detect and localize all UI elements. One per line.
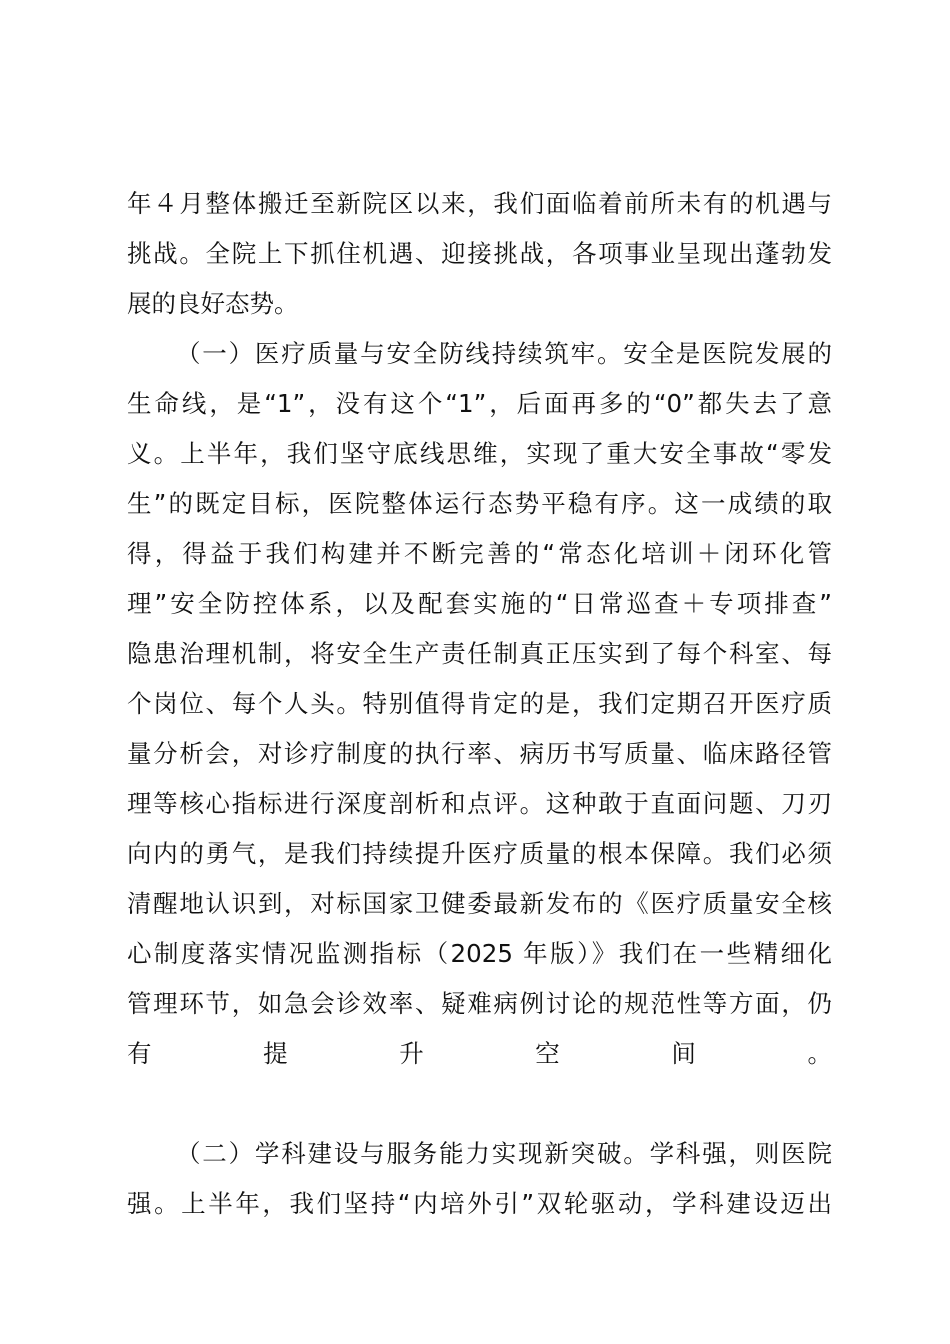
text-line: 理等核心指标进行深度剖析和点评。这种敢于直面问题、刀刃	[127, 789, 832, 818]
text-line: （二）学科建设与服务能力实现新突破。学科强，则医院	[176, 1139, 832, 1168]
text-line: 清醒地认识到，对标国家卫健委最新发布的《医疗质量安全核	[127, 889, 832, 918]
text-line: 展的良好态势。	[127, 289, 299, 318]
text-line: 管理环节，如急会诊效率、疑难病例讨论的规范性等方面，仍	[127, 989, 832, 1018]
paragraph-discipline-building	[127, 1129, 832, 1229]
text-line: 得，得益于我们构建并不断完善的“常态化培训＋闭环化管	[127, 539, 832, 568]
text-line: 义。上半年，我们坚守底线思维，实现了重大安全事故“零发	[127, 439, 832, 468]
paragraph-medical-quality	[127, 329, 832, 1129]
text-line: 年４月整体搬迁至新院区以来，我们面临着前所未有的机遇与	[127, 189, 832, 218]
text-line: 有提升空间。	[127, 1039, 832, 1068]
text-line: 生”的既定目标，医院整体运行态势平稳有序。这一成绩的取	[127, 489, 832, 518]
text-line: 挑战。全院上下抓住机遇、迎接挑战，各项事业呈现出蓬勃发	[127, 239, 832, 268]
text-line	[127, 1079, 832, 1129]
text-line: 量分析会，对诊疗制度的执行率、病历书写质量、临床路径管	[127, 739, 832, 768]
body-text	[127, 179, 832, 1229]
text-line: 隐患治理机制，将安全生产责任制真正压实到了每个科室、每	[127, 639, 832, 668]
text-line: 理”安全防控体系，以及配套实施的“日常巡查＋专项排查”	[127, 589, 832, 618]
text-line: 向内的勇气，是我们持续提升医疗质量的根本保障。我们必须	[127, 839, 832, 868]
text-line: 强。上半年，我们坚持“内培外引”双轮驱动，学科建设迈出	[127, 1189, 832, 1218]
text-line: 心制度落实情况监测指标（2025 年版）》我们在一些精细化	[127, 939, 832, 968]
text-line: （一）医疗质量与安全防线持续筑牢。安全是医院发展的	[176, 339, 832, 368]
text-line: 生命线，是“1”，没有这个“1”，后面再多的“0”都失去了意	[127, 389, 832, 418]
paragraph-intro	[127, 179, 832, 329]
text-line: 个岗位、每个人头。特别值得肯定的是，我们定期召开医疗质	[127, 689, 832, 718]
